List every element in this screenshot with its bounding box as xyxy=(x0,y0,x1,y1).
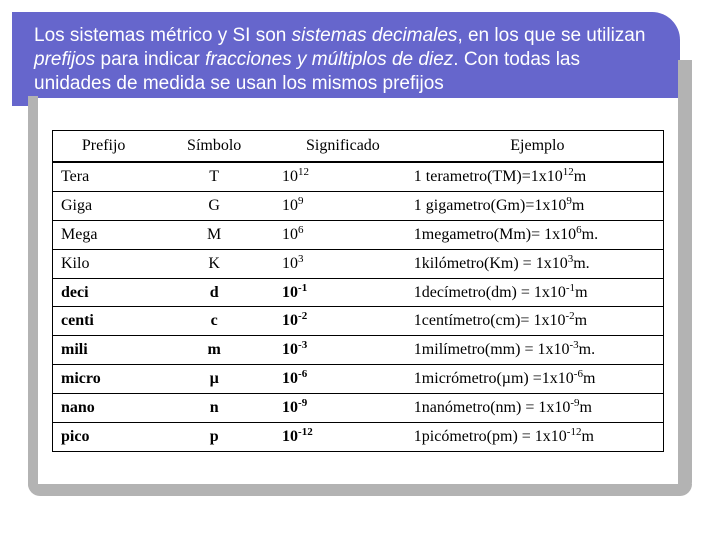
example-cell xyxy=(412,278,664,307)
example-exponent: 12 xyxy=(562,165,574,178)
example-exponent: -9 xyxy=(570,397,580,410)
heading-italic-part: prefijos xyxy=(34,49,96,70)
table-row xyxy=(53,220,664,249)
prefix-cell: micro xyxy=(53,365,155,394)
meaning-cell xyxy=(274,278,412,307)
meaning-exponent: -12 xyxy=(298,425,313,438)
prefix-cell: nano xyxy=(53,394,155,423)
example-cell xyxy=(412,249,664,278)
example-text: 1kilómetro(Km) = 1x10 xyxy=(413,254,568,272)
symbol-cell: G xyxy=(154,191,274,220)
meaning-cell xyxy=(274,249,412,278)
example-unit: m xyxy=(573,167,587,185)
column-header-prefix: Prefijo xyxy=(53,131,155,163)
meaning-cell xyxy=(274,394,412,423)
symbol-cell: T xyxy=(154,162,274,191)
meaning-base: 10 xyxy=(282,399,299,417)
column-header-symbol: Símbolo xyxy=(154,131,274,163)
table-header-row xyxy=(53,131,664,163)
meaning-exponent: -6 xyxy=(298,368,308,381)
example-text: 1milímetro(mm) = 1x10 xyxy=(413,341,570,359)
example-exponent: -12 xyxy=(566,425,582,438)
meaning-cell xyxy=(274,162,412,191)
table-row xyxy=(53,249,664,278)
example-unit: m. xyxy=(573,254,590,272)
meaning-cell xyxy=(274,423,412,452)
example-unit: m xyxy=(574,312,588,330)
table-row xyxy=(53,365,664,394)
table-row xyxy=(53,162,664,191)
prefix-cell: Kilo xyxy=(53,249,155,278)
symbol-cell: d xyxy=(154,278,274,307)
meaning-cell xyxy=(274,365,412,394)
prefix-cell: deci xyxy=(53,278,155,307)
meaning-cell xyxy=(274,307,412,336)
example-cell xyxy=(412,220,664,249)
example-cell xyxy=(412,191,664,220)
example-unit: m xyxy=(579,399,592,417)
meaning-base: 10 xyxy=(282,167,299,185)
meaning-base: 10 xyxy=(282,370,299,388)
example-text: 1nanómetro(nm) = 1x10 xyxy=(413,399,571,417)
example-exponent: -2 xyxy=(565,310,575,323)
table-row xyxy=(53,278,664,307)
meaning-cell xyxy=(274,336,412,365)
example-exponent: 9 xyxy=(566,194,572,207)
example-cell xyxy=(412,307,664,336)
meaning-exponent: 3 xyxy=(298,252,304,265)
example-text: 1megametro(Mm)= 1x10 xyxy=(413,225,577,243)
heading-italic-part: sistemas decimales xyxy=(291,25,458,46)
example-exponent: -3 xyxy=(569,339,579,352)
symbol-cell: µ xyxy=(154,365,274,394)
meaning-base: 10 xyxy=(282,341,299,359)
example-unit: m xyxy=(575,283,588,301)
frame-left-border xyxy=(28,96,38,494)
prefix-cell: Giga xyxy=(53,191,155,220)
example-unit: m xyxy=(581,427,594,445)
symbol-cell: c xyxy=(154,307,274,336)
prefix-cell: pico xyxy=(53,423,155,452)
heading-text-part: Los sistemas métrico y SI son xyxy=(34,25,292,46)
example-unit: m xyxy=(571,196,585,214)
example-unit: m. xyxy=(578,341,596,359)
frame-right-border xyxy=(678,60,692,496)
header-banner xyxy=(12,12,680,106)
example-text: 1micrómetro(µm) =1x10 xyxy=(413,370,574,388)
table-row xyxy=(53,336,664,365)
meaning-exponent: -1 xyxy=(298,281,308,294)
example-exponent: 6 xyxy=(576,223,582,236)
meaning-base: 10 xyxy=(282,283,299,301)
heading-text-part: , en los que se utilizan xyxy=(457,25,646,46)
example-text: 1 terametro(TM)=1x10 xyxy=(413,167,563,185)
prefix-cell: centi xyxy=(53,307,155,336)
slide-heading xyxy=(34,24,654,96)
example-cell xyxy=(412,423,664,452)
example-cell xyxy=(412,365,664,394)
prefix-cell: mili xyxy=(53,336,155,365)
symbol-cell: M xyxy=(154,220,274,249)
table-row xyxy=(53,394,664,423)
table-row xyxy=(53,191,664,220)
prefix-cell: Mega xyxy=(53,220,155,249)
example-text: 1centímetro(cm)= 1x10 xyxy=(413,312,566,330)
example-text: 1picómetro(pm) = 1x10 xyxy=(413,427,567,445)
example-text: 1 gigametro(Gm)=1x10 xyxy=(413,196,567,214)
meaning-exponent: -2 xyxy=(298,310,308,323)
table-row xyxy=(53,423,664,452)
symbol-cell: p xyxy=(154,423,274,452)
heading-text-part: para indicar xyxy=(95,49,206,70)
meaning-exponent: 12 xyxy=(298,165,310,178)
meaning-base: 10 xyxy=(282,312,299,330)
example-cell xyxy=(412,336,664,365)
example-cell xyxy=(412,162,664,191)
example-cell xyxy=(412,394,664,423)
meaning-exponent: 6 xyxy=(298,223,304,236)
example-exponent: -1 xyxy=(565,281,576,294)
example-unit: m. xyxy=(581,225,599,243)
column-header-meaning: Significado xyxy=(274,131,412,163)
example-exponent: 3 xyxy=(567,252,574,265)
meaning-base: 10 xyxy=(282,254,299,272)
meaning-exponent: 9 xyxy=(298,194,304,207)
column-header-example: Ejemplo xyxy=(412,131,664,163)
meaning-cell xyxy=(274,191,412,220)
symbol-cell: K xyxy=(154,249,274,278)
heading-text-part: . Con todas las unidades de medida se usan los mismos prefijos xyxy=(34,49,581,94)
meaning-exponent: -9 xyxy=(298,397,308,410)
meaning-base: 10 xyxy=(282,427,299,445)
symbol-cell: m xyxy=(154,336,274,365)
heading-italic-part: fracciones y múltiplos de diez xyxy=(205,49,454,70)
example-exponent: -6 xyxy=(573,368,583,381)
meaning-exponent: -3 xyxy=(298,339,308,352)
frame-bottom-border xyxy=(28,484,692,496)
meaning-base: 10 xyxy=(282,225,299,243)
prefix-table xyxy=(52,130,664,452)
symbol-cell: n xyxy=(154,394,274,423)
example-unit: m xyxy=(582,370,596,388)
meaning-base: 10 xyxy=(282,196,299,214)
meaning-cell xyxy=(274,220,412,249)
table-row xyxy=(53,307,664,336)
example-text: 1decímetro(dm) = 1x10 xyxy=(413,283,566,301)
prefix-cell: Tera xyxy=(53,162,155,191)
